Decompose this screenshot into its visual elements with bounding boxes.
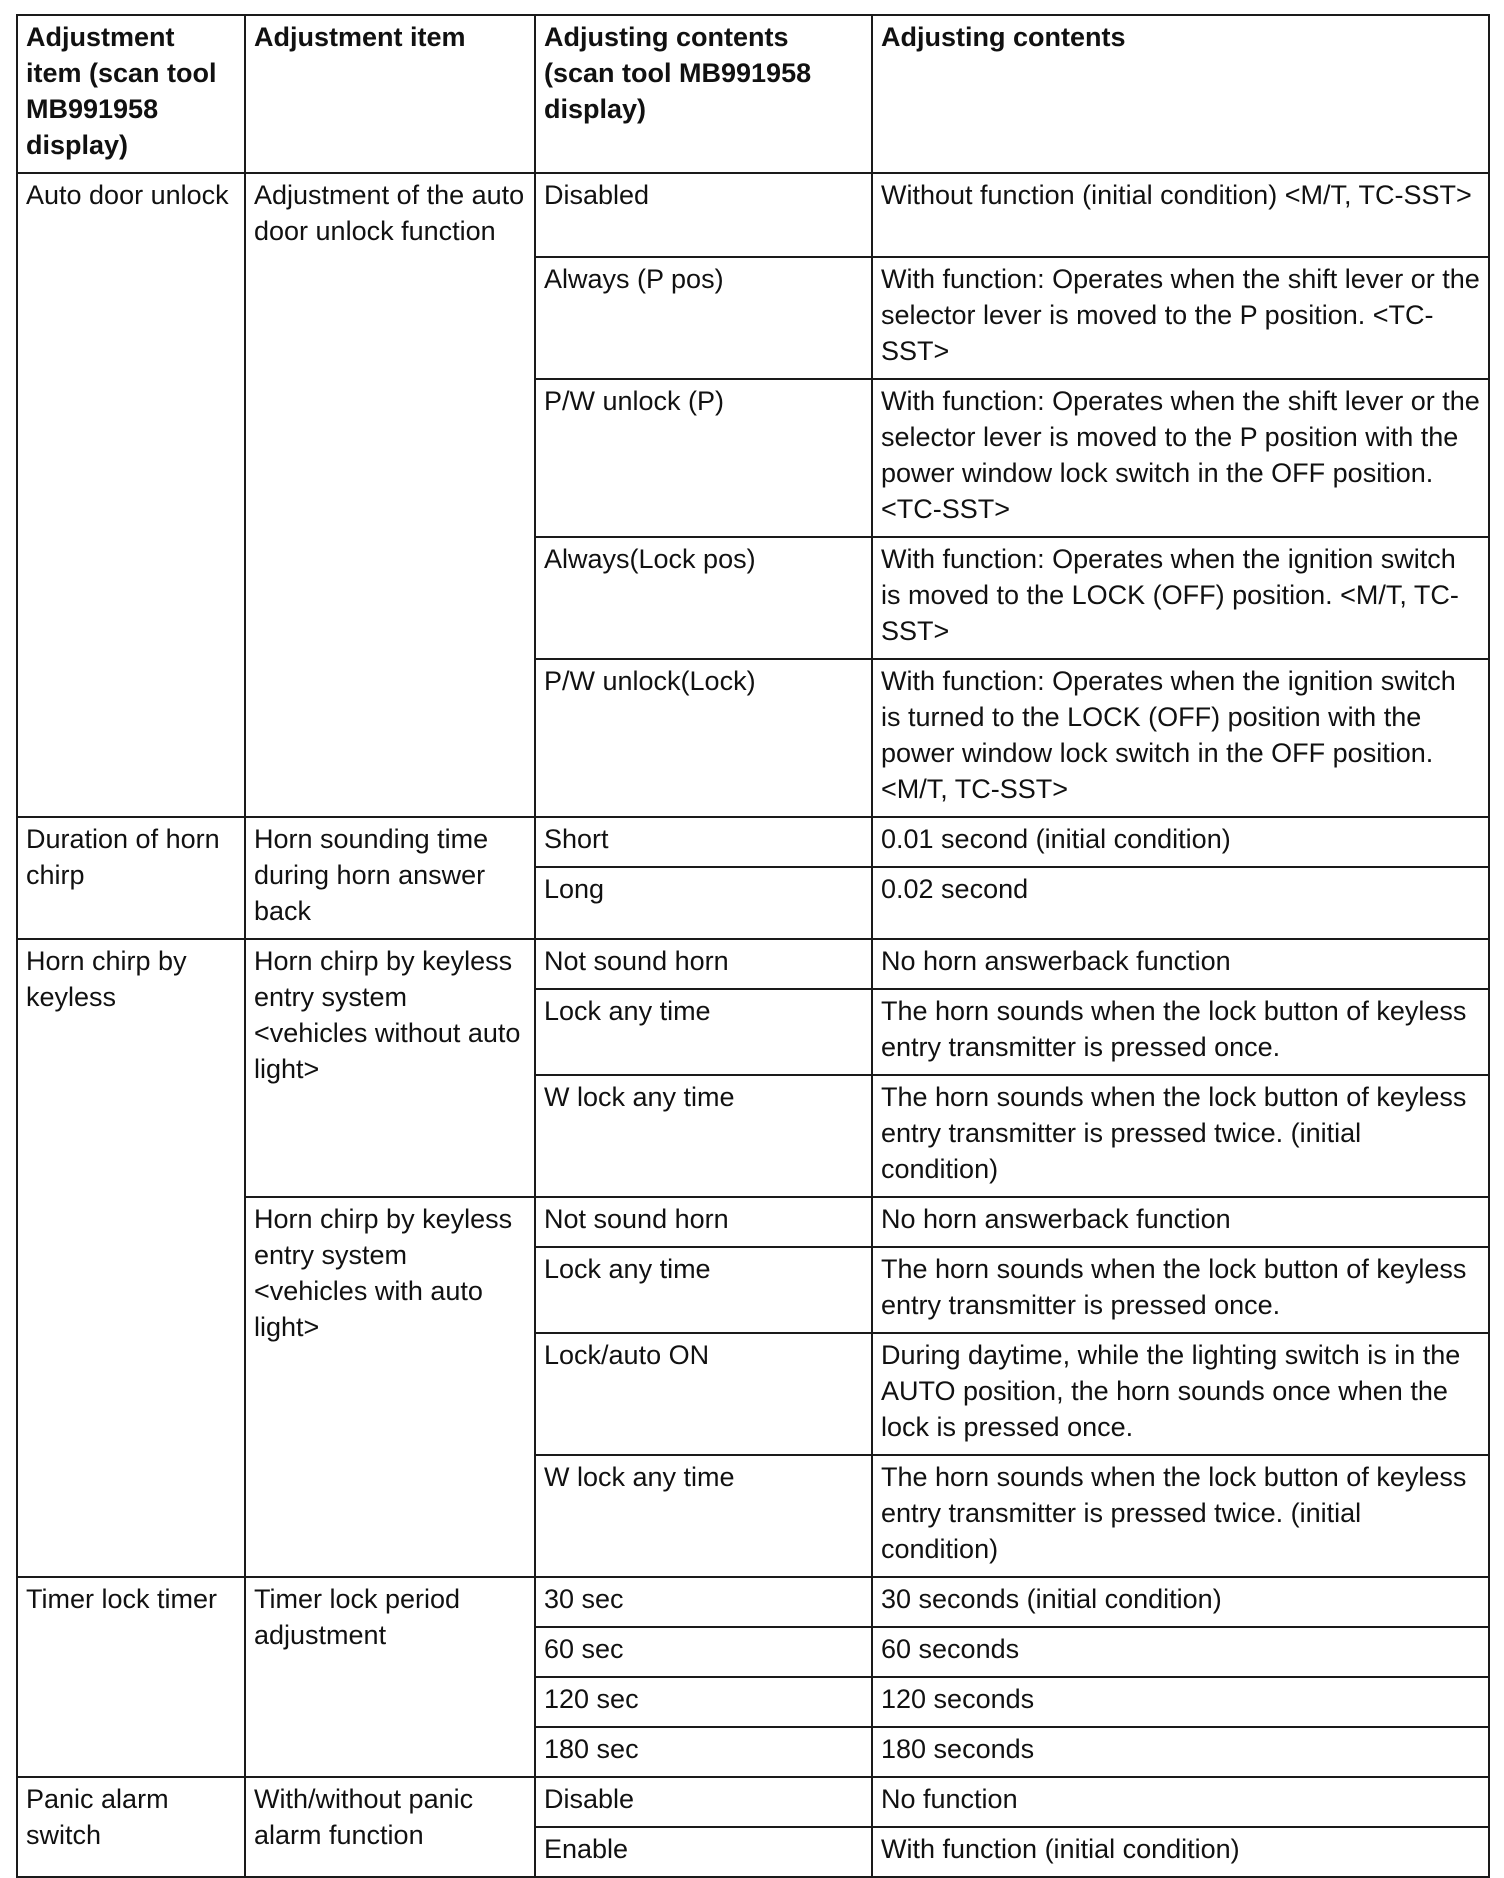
option-display-cell: W lock any time	[535, 1075, 872, 1197]
header-item-display: Adjustment item (scan tool MB991958 display)	[17, 15, 245, 173]
table-row	[17, 1577, 1489, 1627]
option-contents-cell: 60 seconds	[872, 1627, 1489, 1677]
item-cell: Horn sounding time during horn answer back	[245, 817, 535, 939]
item-display-cell: Duration of horn chirp	[17, 817, 245, 939]
option-display-cell: P/W unlock (P)	[535, 379, 872, 537]
option-contents-cell: 0.01 second (initial condition)	[872, 817, 1489, 867]
option-display-cell: Lock any time	[535, 1247, 872, 1333]
item-display-cell: Timer lock timer	[17, 1577, 245, 1777]
adjustment-table	[16, 14, 1490, 1878]
option-contents-cell: 180 seconds	[872, 1727, 1489, 1777]
option-contents-cell: With function (initial condition)	[872, 1827, 1489, 1877]
option-display-cell: 60 sec	[535, 1627, 872, 1677]
option-contents-cell: The horn sounds when the lock button of keyless entry transmitter is pressed once.	[872, 989, 1489, 1075]
item-display-cell: Panic alarm switch	[17, 1777, 245, 1877]
option-contents-cell: 30 seconds (initial condition)	[872, 1577, 1489, 1627]
header-item: Adjustment item	[245, 15, 535, 173]
table-row	[17, 1777, 1489, 1827]
item-cell: With/without panic alarm function	[245, 1777, 535, 1877]
option-display-cell: 180 sec	[535, 1727, 872, 1777]
option-contents-cell: No horn answerback function	[872, 939, 1489, 989]
item-cell: Adjustment of the auto door unlock function	[245, 173, 535, 817]
item-cell: Timer lock period adjustment	[245, 1577, 535, 1777]
option-contents-cell: No horn answerback function	[872, 1197, 1489, 1247]
option-contents-cell: The horn sounds when the lock button of keyless entry transmitter is pressed twice. (initial condition)	[872, 1455, 1489, 1577]
header-contents-display: Adjusting contents (scan tool MB991958 display)	[535, 15, 872, 173]
option-contents-cell: Without function (initial condition) <M/T, TC-SST>	[872, 173, 1489, 257]
option-display-cell: W lock any time	[535, 1455, 872, 1577]
option-contents-cell: The horn sounds when the lock button of keyless entry transmitter is pressed twice. (initial condition)	[872, 1075, 1489, 1197]
option-display-cell: Disable	[535, 1777, 872, 1827]
option-contents-cell: With function: Operates when the shift lever or the selector lever is moved to the P position. <TC-SST>	[872, 257, 1489, 379]
option-display-cell: Not sound horn	[535, 1197, 872, 1247]
option-display-cell: Short	[535, 817, 872, 867]
option-display-cell: Lock any time	[535, 989, 872, 1075]
table-header-row	[17, 15, 1489, 173]
option-contents-cell: With function: Operates when the ignition switch is moved to the LOCK (OFF) position. <M/T, TC-SST>	[872, 537, 1489, 659]
table-row	[17, 939, 1489, 989]
item-cell: Horn chirp by keyless entry system <vehicles without auto light>	[245, 939, 535, 1197]
item-cell: Horn chirp by keyless entry system <vehicles with auto light>	[245, 1197, 535, 1577]
table-row	[17, 173, 1489, 257]
option-contents-cell: With function: Operates when the shift lever or the selector lever is moved to the P position with the power window lock switch in the OFF position. <TC-SST>	[872, 379, 1489, 537]
option-contents-cell: With function: Operates when the ignition switch is turned to the LOCK (OFF) position with the power window lock switch in the OFF position. <M/T, TC-SST>	[872, 659, 1489, 817]
option-contents-cell: The horn sounds when the lock button of keyless entry transmitter is pressed once.	[872, 1247, 1489, 1333]
option-display-cell: Lock/auto ON	[535, 1333, 872, 1455]
option-contents-cell: During daytime, while the lighting switch is in the AUTO position, the horn sounds once when the lock is pressed once.	[872, 1333, 1489, 1455]
header-contents: Adjusting contents	[872, 15, 1489, 173]
option-contents-cell: 120 seconds	[872, 1677, 1489, 1727]
option-display-cell: Enable	[535, 1827, 872, 1877]
option-display-cell: Not sound horn	[535, 939, 872, 989]
option-display-cell: 30 sec	[535, 1577, 872, 1627]
option-contents-cell: 0.02 second	[872, 867, 1489, 939]
table-row	[17, 817, 1489, 867]
option-display-cell: Always (P pos)	[535, 257, 872, 379]
option-display-cell: Always(Lock pos)	[535, 537, 872, 659]
option-display-cell: 120 sec	[535, 1677, 872, 1727]
item-display-cell: Auto door unlock	[17, 173, 245, 817]
option-display-cell: Disabled	[535, 173, 872, 257]
item-display-cell: Horn chirp by keyless	[17, 939, 245, 1577]
option-display-cell: P/W unlock(Lock)	[535, 659, 872, 817]
option-display-cell: Long	[535, 867, 872, 939]
option-contents-cell: No function	[872, 1777, 1489, 1827]
